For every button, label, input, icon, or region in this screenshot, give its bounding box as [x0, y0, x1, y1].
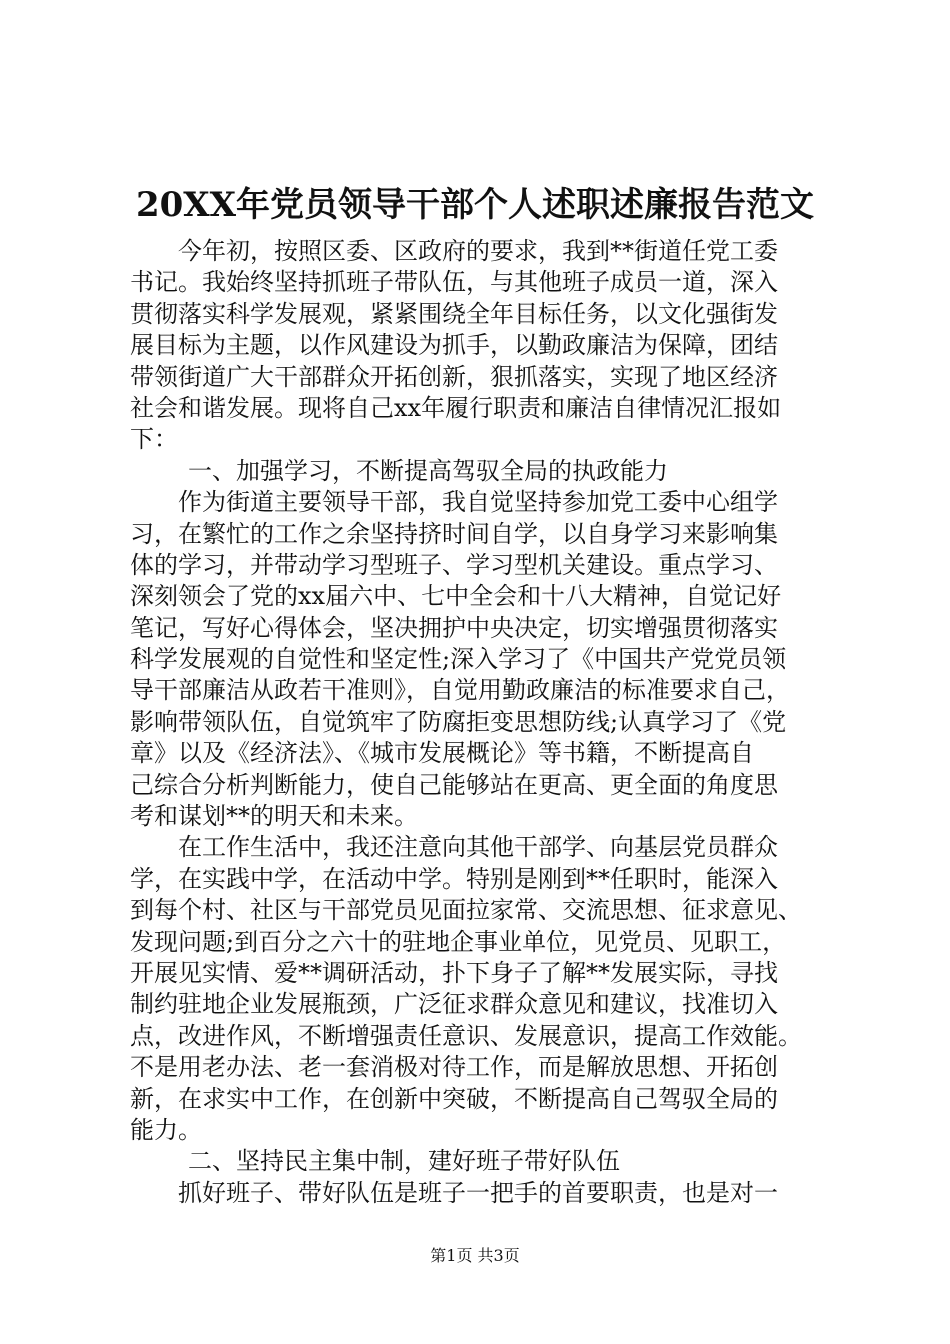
paragraph-line: 下： [130, 425, 178, 454]
paragraph-line: 带领街道广大干部群众开拓创新，狠抓落实，实现了地区经济 [130, 362, 778, 391]
section-heading: 一、加强学习，不断提高驾驭全局的执政能力 [188, 456, 668, 485]
paragraph-line: 发现问题;到百分之六十的驻地企事业单位，见党员、见职工， [130, 927, 787, 956]
paragraph-line: 考和谋划**的明天和未来。 [130, 802, 418, 831]
paragraph-line: 贯彻落实科学发展观，紧紧围绕全年目标任务，以文化强街发 [130, 299, 778, 328]
paragraph-line: 社会和谐发展。现将自己xx年履行职责和廉洁自律情况汇报如 [130, 393, 782, 422]
paragraph-line: 新，在求实中工作，在创新中突破，不断提高自己驾驭全局的 [130, 1084, 778, 1113]
paragraph-line: 今年初，按照区委、区政府的要求，我到**街道任党工委 [178, 237, 778, 265]
paragraph-line: 科学发展观的自觉性和坚定性;深入学习了《中国共产党党员领 [130, 645, 787, 674]
paragraph-line: 影响带领队伍，自觉筑牢了防腐拒变思想防线;认真学习了《党 [130, 707, 787, 736]
paragraph-line: 导干部廉洁从政若干准则》，自觉用勤政廉洁的标准要求自己， [130, 676, 790, 705]
paragraph-line: 在工作生活中，我还注意向其他干部学、向基层党员群众 [178, 833, 778, 862]
paragraph-line: 制约驻地企业发展瓶颈，广泛征求群众意见和建议，找准切入 [130, 990, 778, 1019]
paragraph-line: 展目标为主题，以作风建设为抓手，以勤政廉洁为保障，团结 [130, 331, 778, 360]
paragraph-line: 点，改进作风，不断增强责任意识、发展意识，提高工作效能。 [130, 1021, 802, 1050]
paragraph-line: 体的学习，并带动学习型班子、学习型机关建设。重点学习、 [130, 550, 778, 579]
paragraph-line: 学，在实践中学，在活动中学。特别是刚到**任职时，能深入 [130, 864, 778, 893]
paragraph-line: 深刻领会了党的xx届六中、七中全会和十八大精神，自觉记好 [130, 582, 782, 611]
paragraph-line: 作为街道主要领导干部，我自觉坚持参加党工委中心组学 [178, 488, 778, 517]
paragraph-line: 笔记，写好心得体会，坚决拥护中央决定，切实增强贯彻落实 [130, 613, 778, 642]
page-number-footer: 第1页 共3页 [430, 1246, 520, 1265]
paragraph-line: 到每个村、社区与干部党员见面拉家常、交流思想、征求意见、 [130, 896, 802, 925]
paragraph-line: 能力。 [130, 1115, 202, 1144]
section-heading: 二、坚持民主集中制，建好班子带好队伍 [188, 1147, 620, 1176]
paragraph-line: 习，在繁忙的工作之余坚持挤时间自学，以自身学习来影响集 [130, 519, 778, 548]
paragraph-line: 不是用老办法、老一套消极对待工作，而是解放思想、开拓创 [130, 1053, 778, 1082]
paragraph-line: 书记。我始终坚持抓班子带队伍，与其他班子成员一道，深入 [130, 268, 778, 297]
paragraph-line: 己综合分析判断能力，使自己能够站在更高、更全面的角度思 [130, 770, 778, 799]
paragraph-line: 抓好班子、带好队伍是班子一把手的首要职责，也是对一 [178, 1178, 778, 1207]
document-body [130, 236, 844, 1209]
paragraph-line: 开展见实情、爱**调研活动，扑下身子了解**发展实际，寻找 [130, 958, 778, 987]
document-title: 20XX年党员领导干部个人述职述廉报告范文 [135, 185, 815, 225]
paragraph-line: 章》以及《经济法》、《城市发展概论》等书籍，不断提高自 [130, 739, 754, 768]
